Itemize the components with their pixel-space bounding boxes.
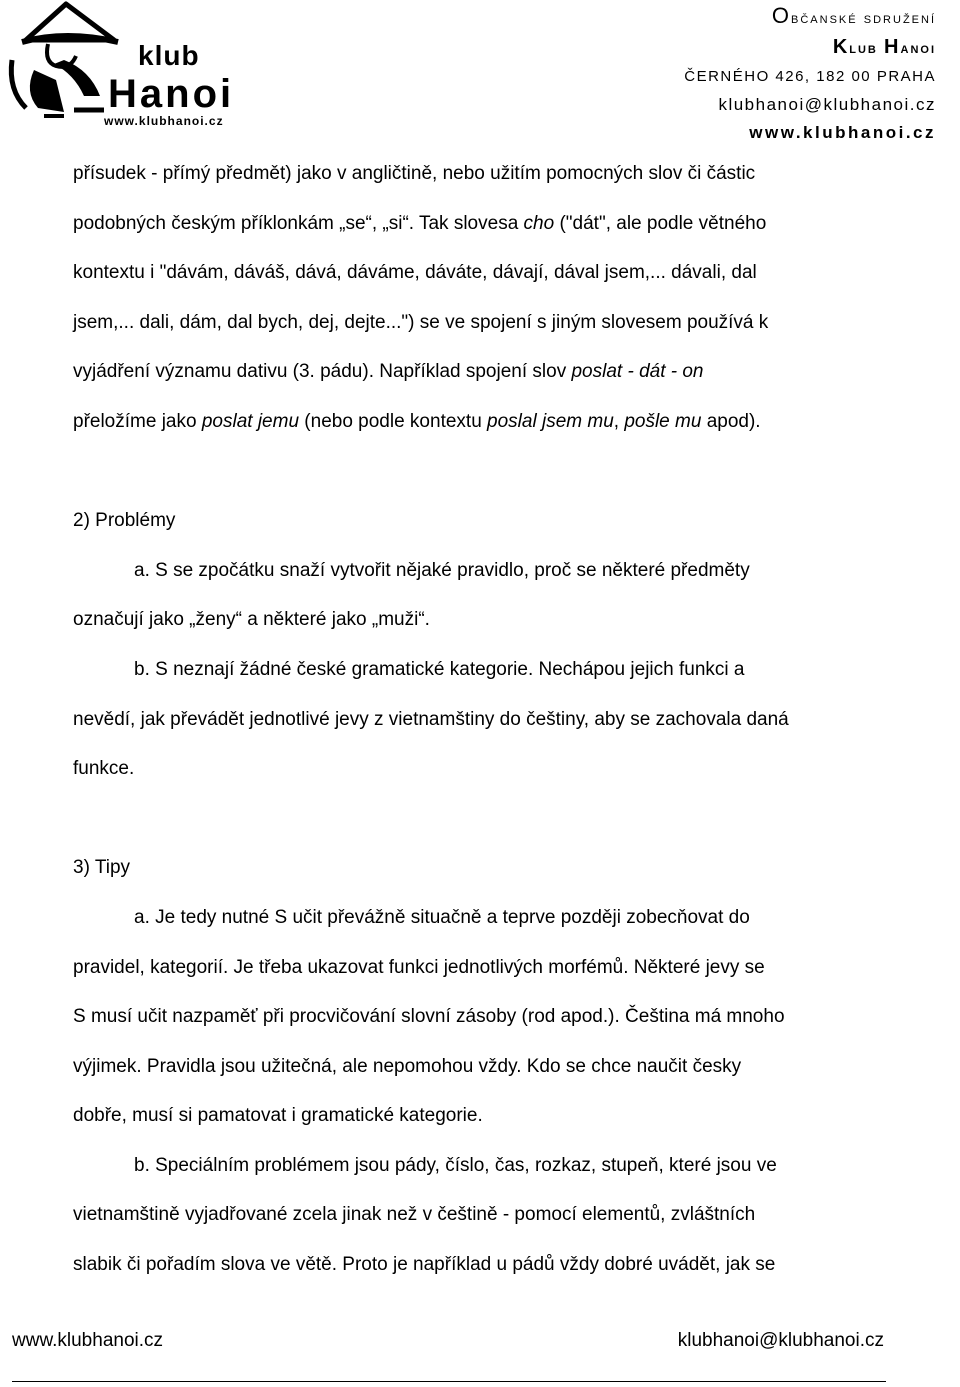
footer-email: klubhanoi@klubhanoi.cz [677, 1330, 884, 1351]
organization-info [684, 2, 936, 147]
logo-url-text: www.klubhanoi.cz [104, 114, 224, 128]
text-line: a. S se zpočátku snaží vytvořit nějaké pravidlo, proč se některé předměty [134, 559, 750, 581]
text-line: vietnamštině vyjadřované zcela jinak než v češtině - pomocí elementů, zvláštních [73, 1204, 756, 1226]
org-email: klubhanoi@klubhanoi.cz [718, 95, 936, 114]
org-name: Klub Hanoi [832, 36, 936, 58]
text-line: b. Speciálním problémem jsou pády, číslo, čas, rozkaz, stupeň, které jsou ve [134, 1154, 777, 1176]
section-heading-problems: 2) Problémy [73, 510, 176, 532]
spacer [73, 447, 903, 497]
spacer [73, 794, 903, 844]
org-web: www.klubhanoi.cz [749, 123, 936, 142]
text-line: S musí učit nazpaměť při procvičování slovní zásoby (rod apod.). Čeština má mnoho [73, 1006, 785, 1028]
text-line: výjimek. Pravidla jsou užitečná, ale nepomohou vždy. Kdo se chce naučit česky [73, 1055, 742, 1077]
text-line: podobných českým příklonkám „se“, „si“. Tak slovesa cho ("dát", ale podle větného [73, 212, 767, 234]
logo-klub-text: klub [138, 40, 200, 71]
logo-hanoi-text: Hanoi [108, 72, 235, 116]
org-address: ČERNÉHO 426, 182 00 PRAHA [684, 68, 936, 85]
text-line: kontextu i "dávám, dáváš, dává, dáváme, dáváte, dávají, dával jsem,... dávali, dal [73, 262, 757, 284]
klub-hanoi-logo [4, 0, 234, 130]
org-type: Občanské sdružení [771, 3, 936, 28]
text-line: označují jako „ženy“ a některé jako „muži“. [73, 609, 430, 631]
text-line: přeložíme jako poslat jemu (nebo podle kontextu poslal jsem mu, pošle mu apod). [73, 410, 761, 432]
section-heading-tips: 3) Tipy [73, 857, 131, 879]
text-line: jsem,... dali, dám, dal bych, dej, dejte...") se ve spojení s jiným slovesem používá k [73, 311, 769, 333]
text-line: b. S neznají žádné české gramatické kategorie. Nechápou jejich funkci a [134, 658, 745, 680]
text-line: pravidel, kategorií. Je třeba ukazovat funkci jednotlivých morfémů. Některé jevy se [73, 956, 765, 978]
document-body [73, 149, 903, 1290]
footer-website: www.klubhanoi.cz [12, 1330, 164, 1351]
footer-divider [12, 1381, 886, 1382]
page-header [0, 0, 960, 140]
text-line: přísudek - přímý předmět) jako v angličtině, nebo užitím pomocných slov či částic [73, 163, 756, 184]
text-line: a. Je tedy nutné S učit převážně situačně a teprve později zobecňovat do [134, 906, 750, 928]
text-line: nevědí, jak převádět jednotlivé jevy z vietnamštiny do češtiny, aby se zachovala daná [73, 708, 789, 730]
text-line: funkce. [73, 758, 135, 780]
text-line: vyjádření významu dativu (3. pádu). Například spojení slov poslat - dát - on [73, 361, 704, 383]
text-line: dobře, musí si pamatovat i gramatické kategorie. [73, 1105, 483, 1127]
text-line: slabik či pořadím slova ve větě. Proto je například u pádů vždy dobré uvádět, jak se [73, 1254, 776, 1276]
